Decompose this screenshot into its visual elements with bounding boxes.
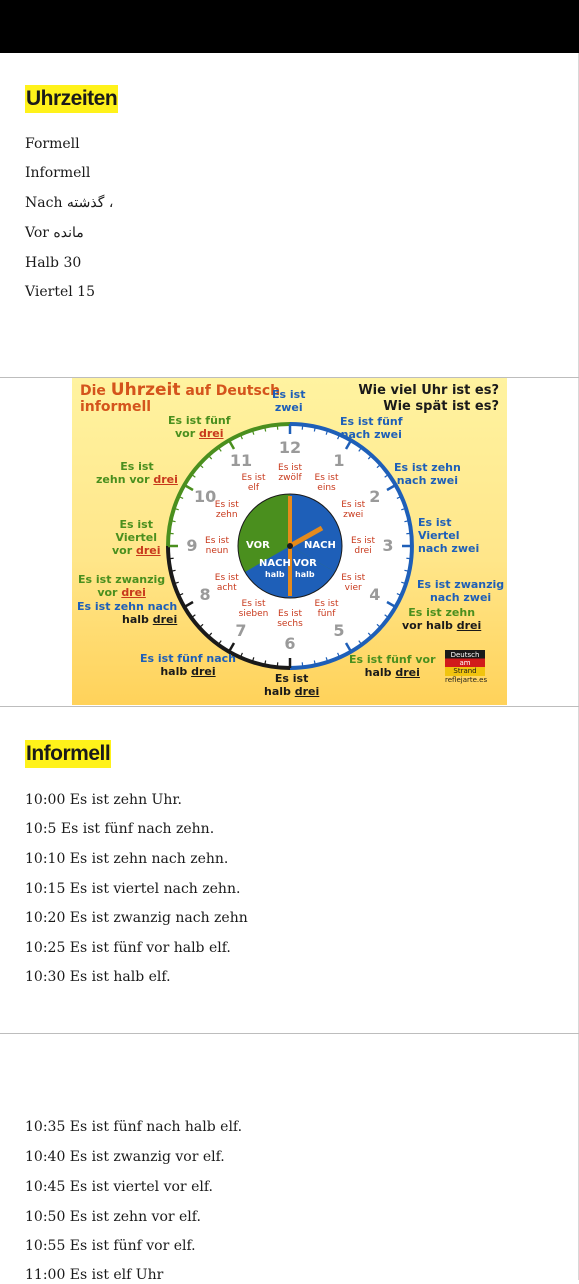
underlined-word: drei (456, 619, 482, 632)
hour-label (333, 573, 373, 593)
label-line: halb (264, 685, 295, 698)
label-viertel-nach (418, 516, 479, 555)
hour-label-line: Es ist (278, 609, 302, 619)
list-item: Nach گذشته ، (25, 195, 114, 211)
label-zwanzig-nach (417, 578, 504, 604)
label-zwanzig-vor (78, 573, 165, 599)
hour-label-line: zehn (215, 509, 238, 520)
center-vor: VOR (246, 540, 270, 551)
label-zehn-vor-halb (402, 606, 481, 632)
deutsch-am-strand-logo (445, 650, 488, 684)
label-fuenf-vor (168, 414, 231, 440)
label-line: Es ist (418, 516, 452, 529)
clock-infographic[interactable] (72, 378, 507, 705)
label-line: Viertel (418, 529, 460, 542)
hour-label (234, 473, 274, 493)
center-halb-1: halb (265, 570, 285, 579)
list-item: 10:45 Es ist viertel vor elf. (25, 1179, 213, 1195)
label-fuenf-nach-halb (140, 652, 236, 678)
label-line: Viertel (115, 531, 157, 544)
hour-label (197, 536, 237, 556)
hour-label-line: eins (317, 482, 336, 493)
logo-line: am (459, 659, 471, 667)
list-item: 10:20 Es ist zwanzig nach zehn (25, 910, 248, 926)
center-vor-halb: VOR (293, 558, 317, 569)
clock-tick (277, 425, 278, 430)
label-viertel-vor (112, 518, 161, 557)
hour-label-line: vier (344, 582, 362, 593)
logo-flag (445, 650, 485, 676)
heading-uhrzeiten: Uhrzeiten (25, 85, 118, 113)
clock-tick (302, 662, 303, 667)
hour-number: 12 (278, 438, 302, 457)
hour-label (333, 500, 373, 520)
list-item: 10:25 Es ist fünf vor halb elf. (25, 940, 231, 956)
label-line: vor halb (402, 619, 457, 632)
hour-label-line: sieben (238, 609, 269, 620)
label-line: Es ist fünf (340, 415, 403, 428)
label-fuenf-vor-halb (349, 653, 436, 679)
label-line: halb (122, 613, 153, 626)
hour-label (270, 609, 310, 629)
label-line: vor (97, 586, 122, 599)
title-subtitle: informell (80, 399, 152, 415)
hour-label-line: Es ist (341, 499, 366, 510)
underlined-word: drei (152, 613, 178, 626)
title-post: auf Deutsch (185, 383, 281, 399)
list-item: 10:35 Es ist fünf nach halb elf. (25, 1119, 243, 1135)
hour-number: 1 (333, 451, 345, 471)
logo-line: Deutsch (450, 651, 480, 659)
list-item: 10:00 Es ist zehn Uhr. (25, 792, 182, 808)
label-zehn-nach-halb (77, 600, 177, 626)
label-line: nach zwei (418, 542, 480, 555)
list-item: Viertel 15 (25, 284, 95, 300)
label-line: halb (364, 666, 396, 679)
hour-label-line: Es ist (314, 472, 339, 483)
list-item: Vor مانده (25, 225, 84, 241)
list-item: 10:55 Es ist fünf vor elf. (25, 1238, 196, 1254)
hour-label-line: Es ist (241, 599, 266, 610)
list-item: Informell (25, 165, 91, 181)
label-line: Es ist zwanzig (417, 578, 505, 591)
label-line: Es ist fünf nach (140, 652, 236, 665)
center-nach-halb: NACH (259, 558, 291, 569)
label-line: Es ist zehn nach (77, 600, 178, 613)
top-status-bar (0, 0, 579, 53)
underlined-word: drei (191, 665, 216, 678)
list-item: Halb 30 (25, 255, 82, 271)
divider (0, 706, 579, 707)
label-fuenf-nach (340, 415, 403, 441)
label-bottom (264, 672, 319, 698)
hour-label (270, 463, 310, 483)
title-main: Uhrzeit (110, 380, 181, 400)
label-top (272, 388, 305, 414)
hour-label-line: Es ist (214, 499, 239, 510)
hour-label-line: zwölf (278, 473, 302, 483)
clock-tick (169, 558, 174, 559)
label-line: vor (112, 544, 136, 557)
hour-label-line: Es ist (278, 463, 302, 473)
list-item: 10:5 Es ist fünf nach zehn. (25, 821, 215, 837)
label-line: zehn vor (96, 473, 154, 486)
hour-label (307, 599, 347, 619)
hour-label (343, 536, 383, 556)
label-line: Es ist fünf (168, 414, 231, 427)
list-item: 10:50 Es ist zehn vor elf. (25, 1209, 201, 1225)
hour-label-line: Es ist (214, 572, 239, 583)
clock-tick (302, 425, 303, 430)
heading-informell: Informell (25, 740, 111, 768)
label-line: Es ist zwanzig (78, 573, 166, 586)
hour-number: 4 (369, 585, 381, 604)
list-item: Formell (25, 136, 80, 152)
hour-label-line: Es ist (351, 536, 375, 546)
label-zehn-nach (394, 461, 461, 487)
label-line: Es ist fünf vor (349, 653, 436, 666)
hour-label-line: elf (247, 482, 260, 493)
logo-url: reflejarte.es (445, 676, 488, 684)
label-line: nach zwei (396, 474, 459, 487)
label-line: Es ist (272, 388, 306, 401)
label-line: zwei (274, 401, 303, 414)
list-item: 10:15 Es ist viertel nach zehn. (25, 881, 241, 897)
label-line: nach zwei (429, 591, 492, 604)
hour-label-line: acht (216, 582, 237, 593)
hour-number: 10 (193, 487, 217, 506)
hour-number: 3 (382, 536, 394, 555)
list-item: 10:10 Es ist zehn nach zehn. (25, 851, 229, 867)
logo-line: Strand (453, 667, 477, 675)
divider (0, 1033, 579, 1034)
label-line: Es ist (274, 672, 309, 685)
clock-tick (169, 533, 174, 534)
question-1: Wie viel Uhr ist es? (358, 383, 499, 398)
clock-tick (277, 662, 278, 667)
list-item: 11:00 Es ist elf Uhr (25, 1267, 164, 1283)
hour-label (307, 473, 347, 493)
underlined-word: drei (121, 586, 146, 599)
list-item: 10:30 Es ist halb elf. (25, 969, 171, 985)
hour-number: 5 (333, 620, 345, 640)
label-line: Es ist (119, 518, 153, 531)
hour-label (207, 573, 247, 593)
hour-label-line: Es ist (241, 472, 266, 483)
label-line: halb (160, 665, 192, 678)
label-line: Es ist zehn (408, 606, 476, 619)
underlined-word: drei (395, 666, 420, 679)
hour-label-line: zwei (343, 509, 364, 520)
hour-number: 9 (186, 536, 198, 555)
center-nach: NACH (304, 540, 336, 551)
hour-number: 11 (229, 451, 253, 471)
hour-number: 8 (199, 585, 211, 604)
title-pre: Die (80, 383, 106, 399)
hour-label-line: drei (354, 546, 372, 556)
label-zehn-vor (96, 460, 178, 486)
label-line: vor (175, 427, 199, 440)
question-2: Wie spät ist es? (383, 399, 499, 414)
underlined-word: drei (135, 544, 161, 557)
hour-label-line: fünf (317, 609, 336, 620)
hour-number: 6 (284, 634, 296, 653)
hour-label-line: Es ist (205, 536, 229, 546)
hour-label (234, 599, 274, 619)
hour-label-line: neun (205, 546, 229, 556)
hour-number: 7 (235, 620, 247, 640)
label-line: Es ist zehn (394, 461, 461, 474)
underlined-word: drei (294, 685, 320, 698)
underlined-word: drei (153, 473, 178, 486)
hour-label-line: sechs (277, 619, 303, 629)
center-halb-2: halb (295, 570, 315, 579)
underlined-word: drei (198, 427, 224, 440)
label-line: nach zwei (340, 428, 402, 441)
hour-label-line: Es ist (341, 572, 366, 583)
clock-tick (406, 533, 411, 534)
label-line: Es ist (120, 460, 154, 473)
hour-label (207, 500, 247, 520)
hour-label-line: Es ist (314, 599, 339, 610)
hour-number: 2 (369, 487, 381, 506)
list-item: 10:40 Es ist zwanzig vor elf. (25, 1149, 225, 1165)
clock-tick (406, 558, 411, 559)
